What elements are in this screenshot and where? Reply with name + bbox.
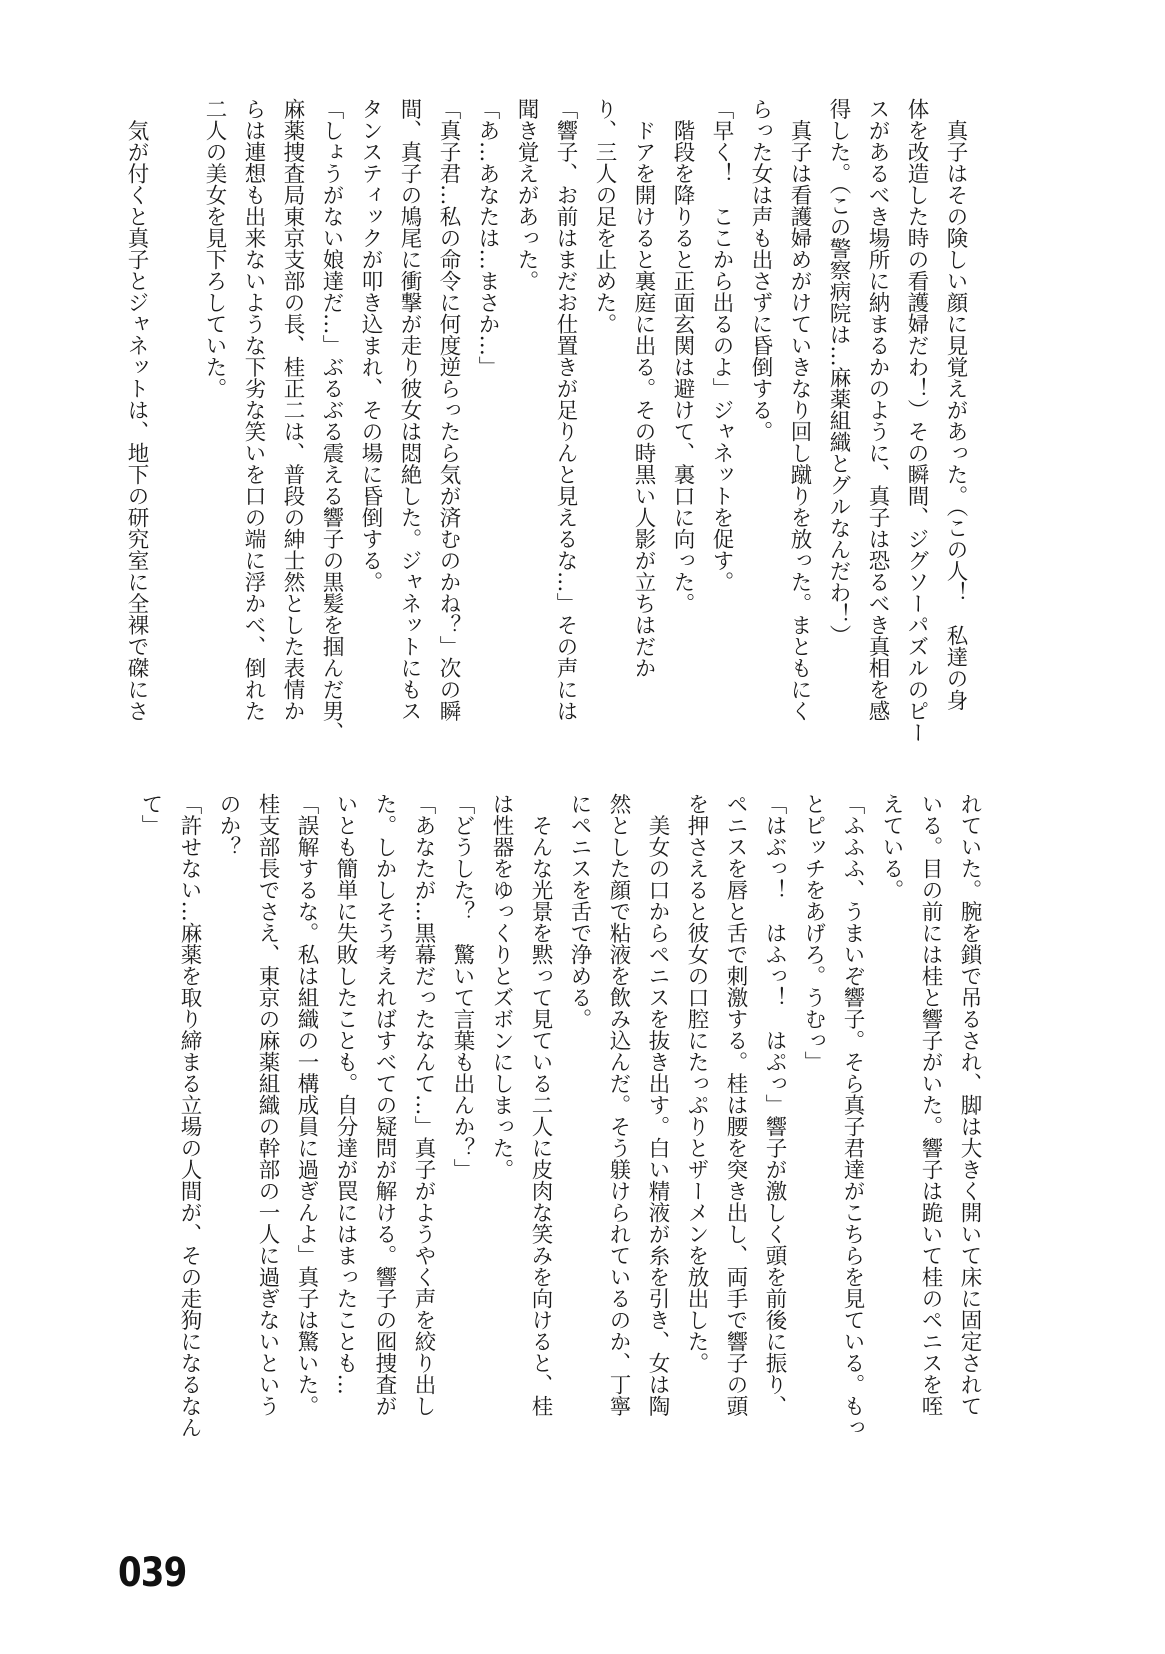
text-column: いる。目の前には桂と響子がいた。響子は跪いて桂のペニスを咥 (918, 793, 943, 1417)
text-column: スがあるべき場所に納まるかのように、真子は恐るべき真相を感 (865, 98, 890, 722)
text-column: は性器をゆっくりとズボンにしまった。 (489, 793, 514, 1180)
text-column: た。しかしそう考えればすべての疑問が解ける。響子の囮捜査が (372, 793, 397, 1417)
text-column: 真子は看護婦めがけていきなり回し蹴りを放った。まともにく (787, 98, 812, 722)
text-column: のか？ (216, 793, 241, 858)
text-column: 「響子、お前はまだお仕置きが足りんと見えるな…」その声には (553, 98, 578, 722)
text-column: 間、真子の鳩尾に衝撃が走り彼女は悶絶した。ジャネットにもス (397, 98, 422, 722)
text-column: 麻薬捜査局東京支部の長、桂正二は、普段の紳士然とした表情か (280, 98, 305, 722)
text-column: 得した。（この警察病院は…麻薬組織とグルなんだわ！） (826, 98, 851, 647)
text-column: いとも簡単に失敗したことも。自分達が罠にはまったことも… (333, 793, 358, 1395)
text-column: て」 (138, 793, 163, 836)
text-column: 「どうした？ 驚いて言葉も出んか？」 (450, 793, 475, 1180)
text-column: れていた。腕を鎖で吊るされ、脚は大きく開いて床に固定されて (957, 793, 982, 1417)
lower-text-block (131, 793, 989, 1463)
text-column: らは連想も出来ないような下劣な笑いを口の端に浮かべ、倒れた (241, 98, 266, 722)
text-column: ペニスを唇と舌で刺激する。桂は腰を突き出し、両手で響子の頭 (723, 793, 748, 1417)
text-column: を押さえると彼女の口腔にたっぷりとザーメンを放出した。 (684, 793, 709, 1374)
text-column: えている。 (879, 793, 904, 901)
text-column: 聞き覚えがあった。 (514, 98, 539, 292)
text-column: にペニスを舌で浄める。 (567, 793, 592, 1030)
text-column: 「はぶっ！ はふっ！ はぷっ」響子が激しく頭を前後に振り、 (762, 793, 787, 1417)
text-column: 二人の美女を見下ろしていた。 (202, 98, 227, 399)
text-column (156, 98, 195, 758)
text-column: 美女の口からペニスを抜き出す。白い精液が糸を引き、女は陶 (645, 793, 670, 1417)
text-column: 桂支部長でさえ、東京の麻薬組織の幹部の一人に過ぎないという (255, 793, 280, 1417)
text-column: ドアを開けると裏庭に出る。その時黒い人影が立ちはだか (631, 98, 656, 679)
text-column: 「あなたが…黒幕だったなんて…」真子がようやく声を絞り出し (411, 793, 436, 1417)
text-column: 「あ…あなたは…まさか…」 (475, 98, 500, 378)
text-column: 「早く！ ここから出るのよ」ジャネットを促す。 (709, 98, 734, 593)
text-column: とピッチをあげろ。うむっ」 (801, 793, 826, 1073)
text-column: 気が付くと真子とジャネットは、地下の研究室に全裸で磔にさ (124, 98, 149, 722)
text-column: 然とした顔で粘液を飲み込んだ。そう躾けられているのか、丁寧 (606, 793, 631, 1417)
text-column: 階段を降りると正面玄関は避けて、裏口に向った。 (670, 98, 695, 614)
text-column: 「誤解するな。私は組織の一構成員に過ぎんよ」真子は驚いた。 (294, 793, 319, 1417)
text-column: タンスティックが叩き込まれ、その場に昏倒する。 (358, 98, 383, 593)
text-column: 体を改造した時の看護婦だわ！）その瞬間、ジグソーパズルのピー (904, 98, 929, 743)
upper-text-block (117, 98, 975, 758)
text-column: 真子はその険しい顔に見覚えがあった。（この人！ 私達の身 (943, 98, 968, 711)
text-column: り、三人の足を止めた。 (592, 98, 617, 335)
page-number: 039 (118, 1550, 187, 1596)
text-column: らった女は声も出さずに昏倒する。 (748, 98, 773, 442)
text-column: そんな光景を黙って見ている二人に皮肉な笑みを向けると、桂 (528, 793, 553, 1417)
text-column: 「しょうがない娘達だ…」ぶるぶる震える響子の黒髪を掴んだ男、 (319, 98, 344, 743)
text-column: 「真子君…私の命令に何度逆らったら気が済むのかね？」次の瞬 (436, 98, 461, 722)
text-column: 「許せない…麻薬を取り締まる立場の人間が、その走狗になるなん (177, 793, 202, 1438)
text-column: 「ふふふ、うまいぞ響子。そら真子君達がこちらを見ている。もっ (840, 793, 865, 1438)
